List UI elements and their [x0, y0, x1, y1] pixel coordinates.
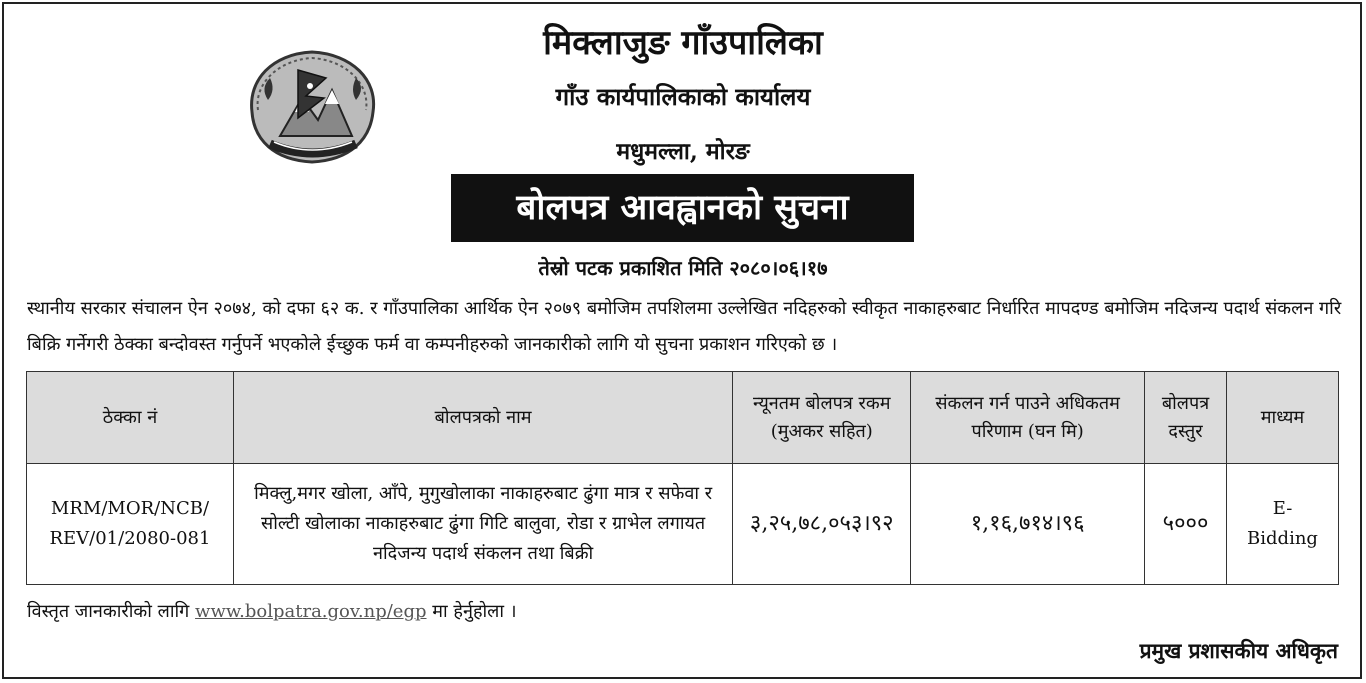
header-medium: माध्यम — [1227, 372, 1339, 464]
notice-intro: स्थानीय सरकार संचालन ऐन २०७४, को दफा ६२ क. र गाँउपालिका आर्थिक ऐन २०७९ बमोजिम तपशिलमा उल्लेखित नदिहरुको स्वीकृत नाकाहरुबाट निर्धारित मापदण्ड बमोजिम नदिजन्य पदार्थ संकलन गरि बिक्रि गर्नेगरी ठेक्का बन्दोवस्त गर्नुपर्ने भएकोले ईच्छुक फर्म वा कम्पनीहरुको जानकारीको लागि यो सुचना प्रकाशन गरिएको छ । — [27, 298, 1342, 355]
min-amount-cell: ३,२५,७८,०५३।९२ — [733, 464, 911, 585]
table-row — [27, 464, 1339, 585]
bid-fee-cell: ५००० — [1145, 464, 1227, 585]
signatory-title: प्रमुख प्रशासकीय अधिकृत — [1139, 638, 1338, 663]
bid-name-cell: मिक्लु,मगर खोला, आँपे, मुगुखोलाका नाकाहरुबाट ढुंगा मात्र र सफेवा र सोल्टी खोलाका नाकाहरुबाट ढुंगा गिटि बालुवा, रोडा र ग्राभेल लगायत नदिजन्य पदार्थ संकलन तथा बिक्री — [233, 464, 732, 585]
egp-link[interactable]: www.bolpatra.gov.np/egp — [195, 601, 427, 622]
header-contract-no: ठेक्का नं — [27, 372, 234, 464]
notice-title: बोलपत्र आवह्वानको सुचना — [451, 174, 914, 242]
more-info-suffix: मा हेर्नुहोला । — [432, 601, 517, 622]
office-address: मधुमल्ला, मोरङ — [616, 138, 750, 165]
more-info-line — [27, 599, 517, 623]
office-name: गाँउ कार्यपालिकाको कार्यालय — [555, 82, 811, 111]
header-bid-name: बोलपत्रको नाम — [233, 372, 732, 464]
medium-cell: E- Bidding — [1227, 464, 1339, 585]
header-max-quantity: संकलन गर्न पाउने अधिकतम परिणाम (घन मि) — [911, 372, 1145, 464]
org-name: मिक्लाजुङ गाँउपालिका — [543, 23, 823, 63]
header-min-amount: न्यूनतम बोलपत्र रकम (मुअकर सहित) — [733, 372, 911, 464]
publication-date: तेस्रो पटक प्रकाशित मिति २०८०।०६।१७ — [538, 256, 828, 280]
contract-no-cell: MRM/MOR/NCB/ REV/01/2080-081 — [27, 464, 234, 585]
max-quantity-cell: १,१६,७१४।९६ — [911, 464, 1145, 585]
bid-table — [26, 371, 1339, 585]
more-info-prefix: विस्तृत जानकारीको लागि — [27, 601, 190, 622]
table-header-row — [27, 372, 1339, 464]
header-bid-fee: बोलपत्र दस्तुर — [1145, 372, 1227, 464]
